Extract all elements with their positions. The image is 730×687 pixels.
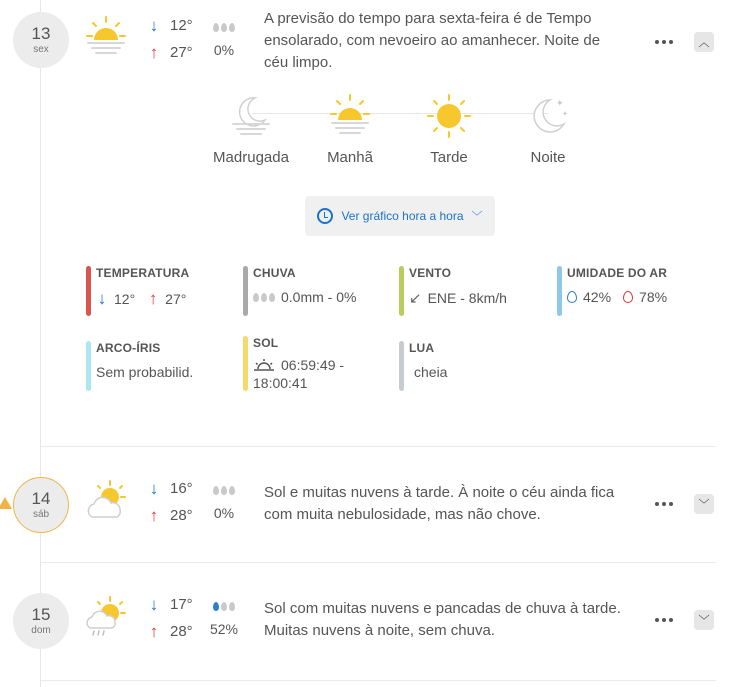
sun-cloud-rain-icon xyxy=(84,595,128,639)
rain-percent: 0% xyxy=(213,505,235,521)
rainbow-value: Sem probabilid. xyxy=(96,364,194,380)
divider xyxy=(40,680,716,681)
sun-fog-icon xyxy=(328,94,372,138)
rain-probability xyxy=(204,599,244,637)
sun-times-end: 18:00:41 xyxy=(253,375,308,391)
raindrops-icon xyxy=(204,483,244,495)
temp-min: 12° xyxy=(114,291,136,307)
detail-title: CHUVA xyxy=(253,266,296,280)
category-bar xyxy=(557,266,562,316)
sun-cloud-icon xyxy=(84,479,128,523)
category-bar xyxy=(86,341,91,391)
description-line: com muita nebulosidade, mas não chove. xyxy=(264,506,541,523)
period-madrugada xyxy=(206,94,296,166)
temp-max: 27° xyxy=(165,291,187,307)
category-bar xyxy=(243,266,248,316)
detail-lua xyxy=(399,341,549,391)
raindrops-icon xyxy=(253,293,275,302)
arrow-down-icon: ↓ xyxy=(149,595,159,614)
period-tarde xyxy=(404,94,494,166)
arrow-down-icon: ↓ xyxy=(149,479,159,498)
chevron-down-icon: ﹀ xyxy=(471,211,483,223)
detail-title: UMIDADE DO AR xyxy=(567,266,668,280)
day-weekday: sáb xyxy=(32,508,50,520)
hourly-chart-button[interactable] xyxy=(305,196,495,236)
day-badge xyxy=(13,593,69,649)
chevron-up-icon: ︿ xyxy=(698,37,710,49)
svg-text:✦: ✦ xyxy=(556,99,564,109)
more-options-button[interactable] xyxy=(655,502,673,506)
arrow-down-icon: ↓ xyxy=(97,289,107,308)
more-options-button[interactable] xyxy=(655,40,673,44)
rain-percent: 52% xyxy=(209,621,239,637)
wind-value: ENE - 8km/h xyxy=(427,290,507,306)
more-options-button[interactable] xyxy=(655,618,673,622)
temp-max: 28° xyxy=(170,623,193,640)
detail-title: ARCO-ÍRIS xyxy=(96,341,161,355)
svg-text:✦: ✦ xyxy=(562,110,568,118)
rain-probability xyxy=(204,483,244,521)
description-line: Muitas nuvens à noite, sem chuva. xyxy=(264,622,495,639)
sun-icon xyxy=(427,94,471,138)
detail-title: SOL xyxy=(253,336,279,350)
moon-fog-icon xyxy=(229,94,273,138)
day-badge xyxy=(13,12,69,68)
timeline-line xyxy=(40,0,41,687)
collapse-button[interactable] xyxy=(694,32,714,52)
day-number: 15 xyxy=(31,604,51,624)
arrow-down-icon: ↓ xyxy=(149,16,159,35)
rain-amount: 0.0mm - 0% xyxy=(281,289,357,305)
sun-times: 06:59:49 - xyxy=(281,357,345,373)
day-number: 14 xyxy=(31,488,51,508)
temperature-range xyxy=(148,591,193,645)
day-weekday: sex xyxy=(33,43,49,55)
detail-title: VENTO xyxy=(409,266,452,280)
detail-sol xyxy=(243,336,393,391)
detail-arco-iris xyxy=(86,341,236,391)
temp-max: 28° xyxy=(170,507,193,524)
description-line: A previsão do tempo para sexta-feira é de Tempo xyxy=(264,10,592,27)
description-line: Sol e muitas nuvens à tarde. À noite o céu ainda fica xyxy=(264,484,615,501)
humidity-max: 78% xyxy=(639,289,668,305)
temperature-range xyxy=(148,475,193,529)
description-line: ensolarado, com nevoeiro ao amanhecer. Noite de xyxy=(264,32,601,49)
arrow-up-icon: ↑ xyxy=(149,43,159,62)
arrow-up-icon: ↑ xyxy=(149,622,159,641)
clock-icon xyxy=(317,208,333,224)
temperature-range xyxy=(148,12,193,66)
divider xyxy=(40,562,716,563)
sunrise-icon xyxy=(253,358,275,372)
category-bar xyxy=(399,341,404,391)
rain-percent: 0% xyxy=(213,42,235,58)
day-number: 13 xyxy=(31,23,51,43)
day-description xyxy=(264,598,644,642)
warning-icon[interactable] xyxy=(0,497,12,509)
hourly-chart-label: Ver gráfico hora a hora xyxy=(341,209,464,223)
period-label: Noite xyxy=(530,149,566,166)
detail-chuva xyxy=(243,266,393,316)
period-label: Tarde xyxy=(430,149,468,166)
wind-direction-icon: ↙ xyxy=(409,290,422,307)
period-label: Manhã xyxy=(327,149,373,166)
humidity-max-icon xyxy=(623,291,633,303)
raindrops-icon xyxy=(204,599,244,611)
day-description xyxy=(264,8,634,74)
day-description xyxy=(264,482,644,526)
moon-stars-icon xyxy=(526,94,570,138)
humidity-min: 42% xyxy=(583,289,612,305)
raindrops-icon xyxy=(204,20,244,32)
detail-umidade xyxy=(557,266,717,316)
description-line: céu limpo. xyxy=(264,54,333,71)
day-weekday: dom xyxy=(31,624,51,636)
period-noite xyxy=(503,94,593,166)
sun-fog-icon xyxy=(84,14,128,58)
arrow-up-icon: ↑ xyxy=(148,289,158,308)
humidity-min-icon xyxy=(567,291,577,303)
expand-button[interactable] xyxy=(694,610,714,630)
day-badge xyxy=(13,477,69,533)
detail-temperatura xyxy=(86,266,236,316)
chevron-down-icon: ﹀ xyxy=(698,615,710,627)
divider xyxy=(40,446,716,447)
detail-title: TEMPERATURA xyxy=(96,266,190,280)
category-bar xyxy=(243,336,248,391)
temp-min: 12° xyxy=(170,17,193,34)
moon-phase: cheia xyxy=(414,364,448,380)
detail-vento xyxy=(399,266,549,316)
temp-max: 27° xyxy=(170,44,193,61)
period-label: Madrugada xyxy=(213,149,289,166)
category-bar xyxy=(86,266,91,316)
period-manha xyxy=(305,94,395,166)
expand-button[interactable] xyxy=(694,494,714,514)
chevron-down-icon: ﹀ xyxy=(698,499,710,511)
detail-title: LUA xyxy=(409,341,435,355)
description-line: Sol com muitas nuvens e pancadas de chuva à tarde. xyxy=(264,600,621,617)
temp-min: 16° xyxy=(170,480,193,497)
rain-probability xyxy=(204,20,244,58)
arrow-up-icon: ↑ xyxy=(149,506,159,525)
category-bar xyxy=(399,266,404,316)
temp-min: 17° xyxy=(170,596,193,613)
